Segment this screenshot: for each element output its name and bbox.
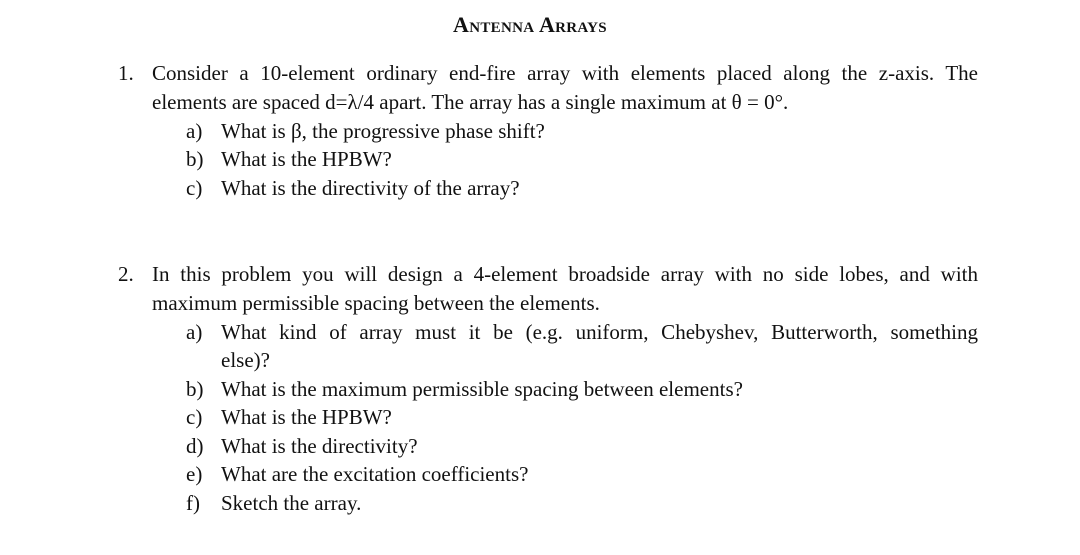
part-label: c) [186, 176, 203, 200]
part-text: What is β, the progressive phase shift? [221, 119, 545, 143]
part-text: What is the maximum permissible spacing between elements? [221, 377, 743, 401]
part-text-continued: else)? [221, 348, 270, 372]
part-text: What kind of array must it be (e.g. uniform, Chebyshev, Butterworth, something [221, 320, 978, 344]
part-label: b) [186, 377, 204, 401]
part-text: Sketch the array. [221, 491, 362, 515]
part-text: What are the excitation coefficients? [221, 462, 529, 486]
problem-number: 1. [118, 61, 134, 85]
part-label: b) [186, 147, 204, 171]
problem-text-line: elements are spaced d=λ/4 apart. The array has a single maximum at θ = 0°. [152, 90, 789, 114]
problem-text-line: Consider a 10-element ordinary end-fire array with elements placed along the z-axis. The [152, 61, 978, 85]
part-label: e) [186, 462, 203, 486]
part-label: c) [186, 405, 203, 429]
part-text: What is the HPBW? [221, 147, 392, 171]
problem-number: 2. [118, 262, 134, 286]
part-label: d) [186, 434, 204, 458]
part-label: a) [186, 320, 203, 344]
part-label: a) [186, 119, 203, 143]
problem-text-line: maximum permissible spacing between the elements. [152, 291, 600, 315]
part-label: f) [186, 491, 200, 515]
problem-text-line: In this problem you will design a 4-element broadside array with no side lobes, and with [152, 262, 978, 286]
part-text: What is the HPBW? [221, 405, 392, 429]
page-title: Antenna Arrays [453, 12, 607, 37]
part-text: What is the directivity of the array? [221, 176, 520, 200]
part-text: What is the directivity? [221, 434, 418, 458]
